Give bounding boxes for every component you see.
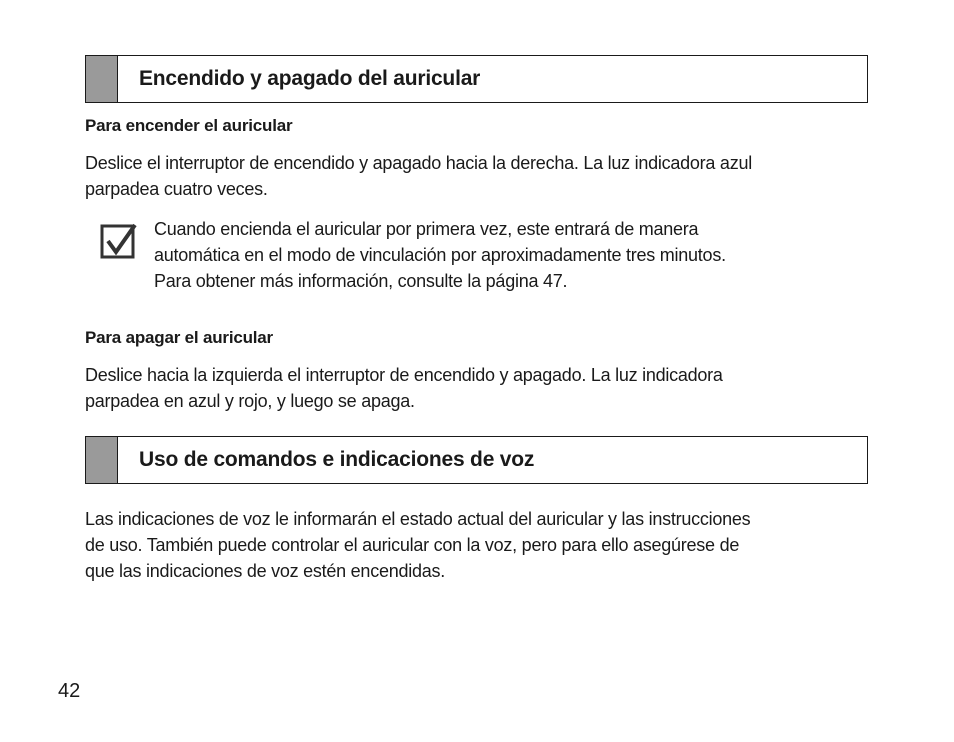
text-line: de uso. También puede controlar el auricular con la voz, pero para ello asegúrese de [85, 535, 740, 555]
section-title: Encendido y apagado del auricular [139, 67, 481, 90]
checkbox-checked-icon [100, 222, 138, 260]
text-line: que las indicaciones de voz estén encendidas. [85, 561, 445, 581]
section-header-voice [85, 436, 868, 484]
paragraph-voice [85, 506, 875, 584]
text-line: Para obtener más información, consulte la página 47. [154, 271, 568, 291]
text-line: Cuando encienda el auricular por primera vez, este entrará de manera [154, 219, 699, 239]
subheading-turn-on: Para encender el auricular [85, 116, 293, 135]
section-header-bar [86, 56, 118, 102]
paragraph-turn-off [85, 362, 875, 414]
note-text [154, 216, 864, 294]
subheading-turn-off: Para apagar el auricular [85, 328, 273, 347]
text-line: automática en el modo de vinculación por aproximadamente tres minutos. [154, 245, 726, 265]
paragraph-turn-on [85, 150, 875, 202]
text-line: Deslice el interruptor de encendido y apagado hacia la derecha. La luz indicadora azul [85, 153, 752, 173]
section-header-power [85, 55, 868, 103]
text-line: Las indicaciones de voz le informarán el estado actual del auricular y las instrucciones [85, 509, 751, 529]
section-title: Uso de comandos e indicaciones de voz [139, 448, 535, 471]
text-line: parpadea en azul y rojo, y luego se apaga. [85, 391, 415, 411]
page-number: 42 [58, 680, 81, 702]
text-line: parpadea cuatro veces. [85, 179, 268, 199]
section-header-bar [86, 437, 118, 483]
text-line: Deslice hacia la izquierda el interruptor de encendido y apagado. La luz indicadora [85, 365, 723, 385]
